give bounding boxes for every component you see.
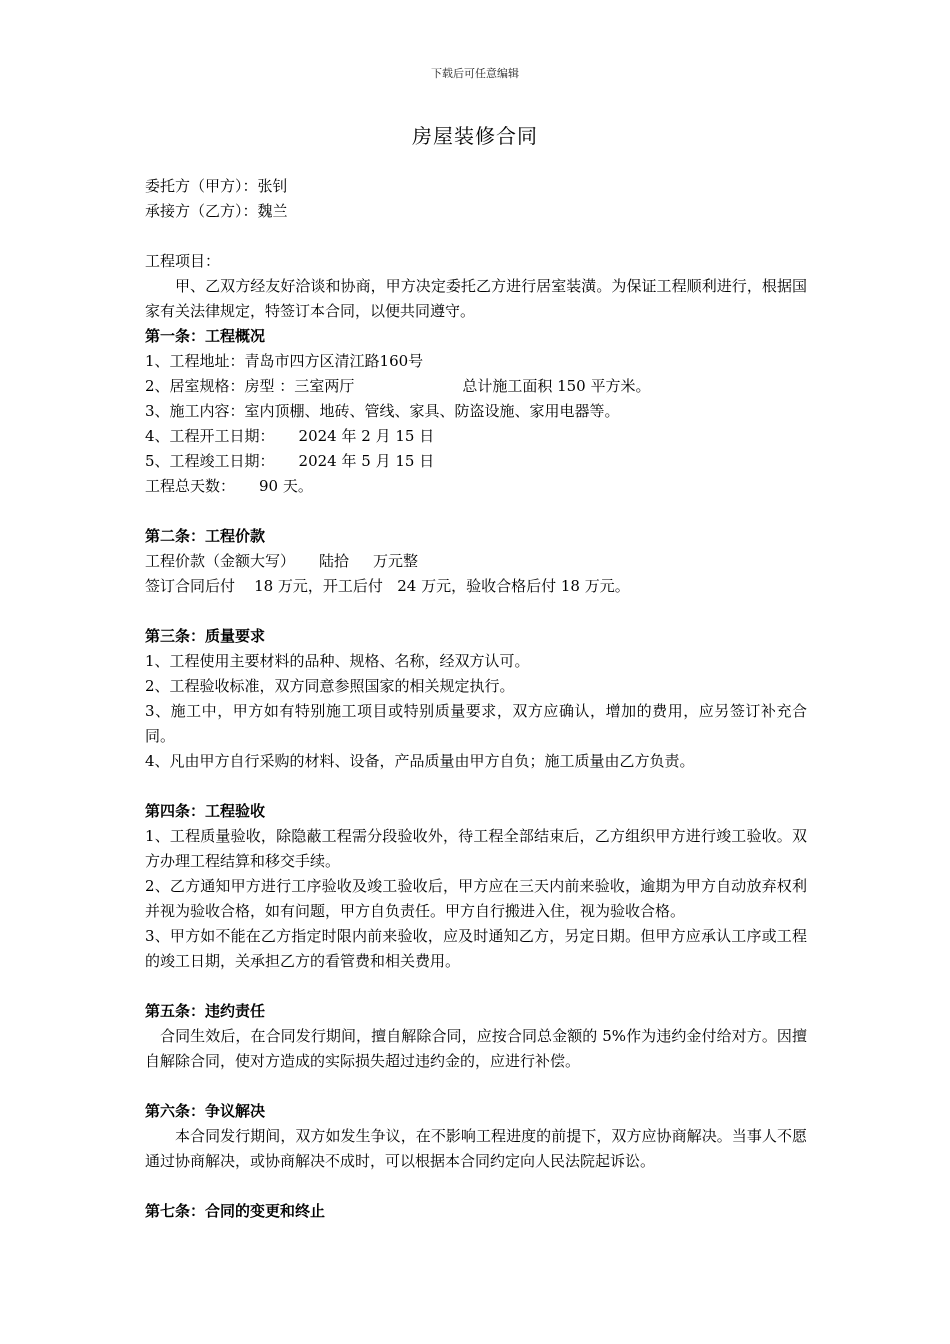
article1-start: [145, 424, 807, 449]
article1-days-value: 90 天。: [259, 477, 313, 495]
article1-content: 3、施工内容：室内顶棚、地砖、管线、家具、防盗设施、家用电器等。: [145, 402, 620, 420]
article1-start-label: 4、工程开工日期：: [145, 427, 275, 445]
article5-heading: 第五条：违约责任: [145, 1002, 266, 1020]
article2-price-label: 工程价款（金额大写）: [145, 552, 296, 570]
article1-end-label: 5、工程竣工日期：: [145, 452, 275, 470]
project-intro: 甲、乙双方经友好洽谈和协商，甲方决定委托乙方进行居室装潢。为保证工程顺利进行，根据国家有关法律规定，特签订本合同，以便共同遵守。: [145, 277, 807, 320]
article1-spec-left: 2、居室规格：房型 ：三室两厅: [145, 377, 355, 395]
article4-item-2: 2、乙方通知甲方进行工序验收及竣工验收后，甲方应在三天内前来验收，逾期为甲方自动放弃权利并视为验收合格，如有问题，甲方自负责任。甲方自行搬进入住，视为验收合格。: [145, 877, 807, 920]
article2-payment: 签订合同后付 18 万元，开工后付 24 万元，验收合格后付 18 万元。: [145, 577, 630, 595]
article2-price-value2: 万元整: [373, 552, 419, 570]
article3-item-2: 2、工程验收标准，双方同意参照国家的相关规定执行。: [145, 677, 515, 695]
article5-text: 合同生效后，在合同发行期间，擅自解除合同，应按合同总金额的 5%作为违约金付给对方。因擅自解除合同，使对方造成的实际损失超过违约金的，应进行补偿。: [145, 1027, 807, 1070]
article4-item-1: 1、工程质量验收，除隐蔽工程需分段验收外，待工程全部结束后，乙方组织甲方进行竣工验收。双方办理工程结算和移交手续。: [145, 827, 807, 870]
document-title: 房屋装修合同: [412, 124, 538, 148]
spacer: [145, 499, 807, 524]
article2-price-value1: 陆拾: [319, 552, 350, 570]
article3-item-1: 1、工程使用主要材料的品种、规格、名称，经双方认可。: [145, 652, 530, 670]
article1-days-label: 工程总天数：: [145, 477, 236, 495]
article3-item-3: 3、施工中，甲方如有特别施工项目或特别质量要求，双方应确认，增加的费用，应另签订补充合同。: [145, 702, 807, 745]
document-body: [145, 174, 807, 1224]
spacer: [145, 224, 807, 249]
project-label: 工程项目：: [145, 252, 221, 270]
spacer: [145, 599, 807, 624]
article1-end: [145, 449, 807, 474]
article4-item-3: 3、甲方如不能在乙方指定时限内前来验收，应及时通知乙方，另定日期。但甲方应承认工序或工程的竣工日期，关承担乙方的看管费和相关费用。: [145, 927, 807, 970]
article3-item-4: 4、凡由甲方自行采购的材料、设备，产品质量由甲方自负；施工质量由乙方负责。: [145, 752, 695, 770]
article7-heading: 第七条：合同的变更和终止: [145, 1202, 326, 1220]
article2-heading: 第二条：工程价款: [145, 527, 266, 545]
article6-heading: 第六条：争议解决: [145, 1102, 266, 1120]
article2-price: [145, 549, 807, 574]
article1-heading: 第一条：工程概况: [145, 327, 266, 345]
spacer: [145, 774, 807, 799]
article1-days: [145, 474, 807, 499]
spacer: [145, 1074, 807, 1099]
spacer: [145, 1174, 807, 1199]
article1-spec-right: 总计施工面积 150 平方米。: [462, 377, 651, 395]
article1-end-date: 2024 年 5 月 15 日: [298, 452, 435, 470]
spacer: [145, 974, 807, 999]
client-party: 委托方（甲方）：张钊: [145, 177, 288, 195]
article1-spec: [145, 374, 807, 399]
article3-heading: 第三条：质量要求: [145, 627, 266, 645]
article4-heading: 第四条：工程验收: [145, 802, 266, 820]
article6-text: 本合同发行期间，双方如发生争议，在不影响工程进度的前提下，双方应协商解决。当事人不愿通过协商解决，或协商解决不成时，可以根据本合同约定向人民法院起诉讼。: [145, 1127, 807, 1170]
header-note: 下载后可任意编辑: [431, 67, 519, 80]
article1-start-date: 2024 年 2 月 15 日: [298, 427, 435, 445]
article1-address: 1、工程地址：青岛市四方区清江路160号: [145, 352, 424, 370]
contractor-party: 承接方（乙方）：魏兰: [145, 202, 288, 220]
